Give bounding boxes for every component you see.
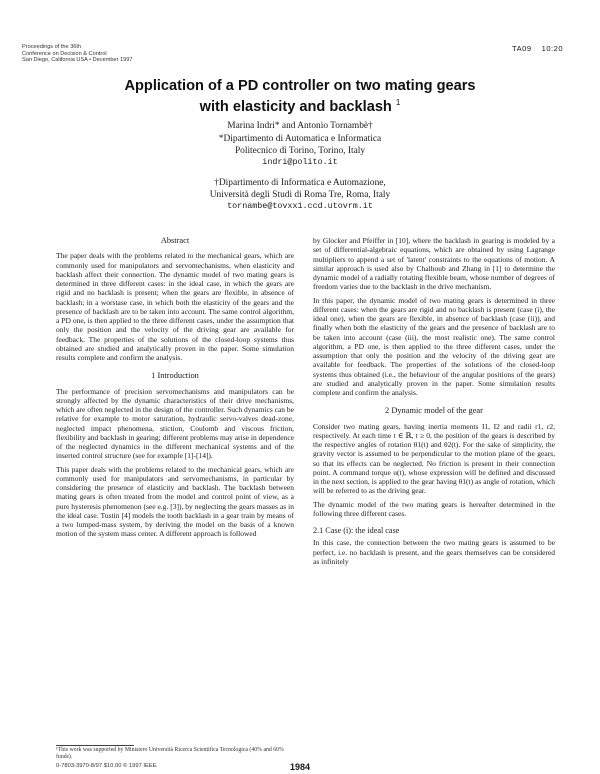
introduction-paragraph: This paper deals with the problems related to the mechanical gears, which are commonly used for manipulators and servomechanisms, in particular by considering the presence of elasticity and backlash. The backlash between mating gears is often treated from the model and control point of view, as a pure hysteresis phenomenon (see e.g. [3]), by neglecting the gears masses as in the ideal case. Tustin [4] models the tooth backlash in a gear train by means of a two lumped-mass system, by deriving the model on the basis of a known motion of the system mass center. A different approach is followed: [56, 464, 294, 539]
proceedings-info: [22, 44, 132, 64]
paper-title: [0, 78, 600, 115]
title-line-1: Application of a PD controller on two mating gears: [124, 78, 476, 94]
section-2-heading: 2 Dynamic model of the gear: [385, 406, 483, 416]
author-names: Marina Indri* and Antonio Tornambè†: [227, 121, 373, 131]
proceedings-line: Conference on Decision & Control: [22, 50, 107, 57]
affiliation-1-university: Politecnico di Torino, Torino, Italy: [234, 145, 366, 156]
session-code: TA09: [512, 44, 532, 53]
subsection-2-1-heading: 2.1 Case (i): the ideal case: [313, 526, 400, 535]
session-label: [512, 44, 563, 53]
left-column: [56, 236, 294, 543]
body-paragraph: The dynamic model of the two mating gears is hereafter determined in the following three different cases.: [313, 499, 555, 518]
introduction-paragraph: The performance of precision servomechanisms and manipulators can be strongly affected by the dynamic characteristics of their drive mechanisms, which are often neglected in the design of the controller. Such dynamics can be relative for example to motor saturation, hydraulic servo-valves dead-zone, neglected impact phenomena, stiction, Coulomb and viscous friction, flexibility and backlash in gearing; different problems may arise in dependence of the neglected dynamics in the different mechanical systems and of the inserted control structure (see for example [1]-[14]).: [56, 386, 294, 461]
affiliation-2-university: Università degli Studi di Roma Tre, Roma, Italy: [209, 189, 391, 200]
affiliation-2: [0, 178, 600, 213]
footnote: ¹This work was supported by Ministero Università Ricerca Scientifica Tecnologica (40% and 60% funds).: [56, 747, 284, 760]
session-time: 10:20: [541, 44, 564, 53]
footnote-divider: [56, 745, 134, 746]
abstract-text: The paper deals with the problems related to the mechanical gears, which are commonly used for manipulators and servomechanisms, when elasticity and backlash affect their connection. The dynamic model of two mating gears is determined in three different cases: in the ideal case, in which the gears are rigid and no backlash is present; when the gears are flexible, in absence of backlash; in a worstase case, in which both the elasticity of the gears and the presence of backlash are to be taken into account. The same control algorithm, a PD one, is then applied to the three different cases, under the assumption that only the position and the velocity of the driving gear are available for feedback. The properties of the solutions of the closed-loop systems thus obtained are studied and analytically proven in the paper. Some simulation results complete and confirm the analysis.: [56, 251, 294, 362]
proceedings-line: San Diego, California USA • December 1997: [22, 57, 133, 64]
title-footnote-mark: 1: [395, 97, 401, 107]
right-column: [313, 236, 555, 570]
affiliation-2-email: tornambe@tovxx1.ccd.utovrm.it: [227, 201, 373, 212]
body-paragraph: Consider two mating gears, having inertia moments I1, I2 and radii r1, r2, respectively. At each time t ∈ ℝ, t ≥ 0, the position of the gears is described by the respective angles of rotation θ1(t) and θ2(t). For the sake of simplicity, the gravity vector is assumed to be perpendicular to the motion plane of the gears, so that its effects can be neglected. No friction is present in their connection point. A command torque u(t), whose expression will be defined and discussed in the next section, is applied to the gear having θ1(t) as angle of rotation, which will be referred to as the driving gear.: [313, 421, 555, 496]
body-paragraph: In this case, the connection between the two mating gears is assumed to be perfect, i.e. no backlash is present, and the gears themselves can be considered as infinitely: [313, 538, 555, 566]
affiliation-1-dept: *Dipartimento di Automatica e Informatica: [218, 134, 382, 144]
introduction-heading: 1 Introduction: [151, 371, 199, 381]
proceedings-line: Proceedings of the 36th: [22, 44, 82, 50]
title-line-2: with elasticity and backlash: [199, 98, 392, 115]
page-number: 1984: [289, 762, 311, 772]
copyright-notice: 0-7803-3970-8/97 $10.00 © 1997 IEEE: [56, 763, 157, 769]
affiliation-2-dept: †Dipartimento di Informatica e Automazione,: [214, 178, 386, 188]
abstract-heading: Abstract: [160, 236, 190, 245]
body-paragraph: by Glocker and Pfeiffer in [10], where the backlash in gearing is modeled by a set of differential-algebraic equations, which are obtained by using Lagrange multipliers to append a set of 'latent' constraints to the equations of motion. A similar approach is used also by Chalhoub and Zhang in [1] to determine the dynamic model of a radially rotating flexible beam, whose number of degrees of freedom varies due to the backlash in the drive mechanism.: [313, 236, 555, 292]
affiliation-1: [0, 134, 600, 169]
affiliation-1-email: indri@polito.it: [262, 157, 338, 168]
body-paragraph: In this paper, the dynamic model of two mating gears is determined in three different cases: when the gears are rigid and no backlash is present (case (i), the ideal one), when the gears are flexible, in absence of backlash (case (ii)), and finally when both the elasticity of the gears and the presence of backlash are to be taken into account (case (iii), the most realistic one). The same control algorithm, a PD one, is then applied to the three different cases, under the assumption that only the position and the velocity of the driving gear are available for feedback. The properties of the solutions of the closed-loop systems thus obtained (i.e., the behaviour of the angular positions of the gears) are studied and analytically proven in the paper. Some simulation results complete and confirm the analysis.: [313, 295, 555, 397]
